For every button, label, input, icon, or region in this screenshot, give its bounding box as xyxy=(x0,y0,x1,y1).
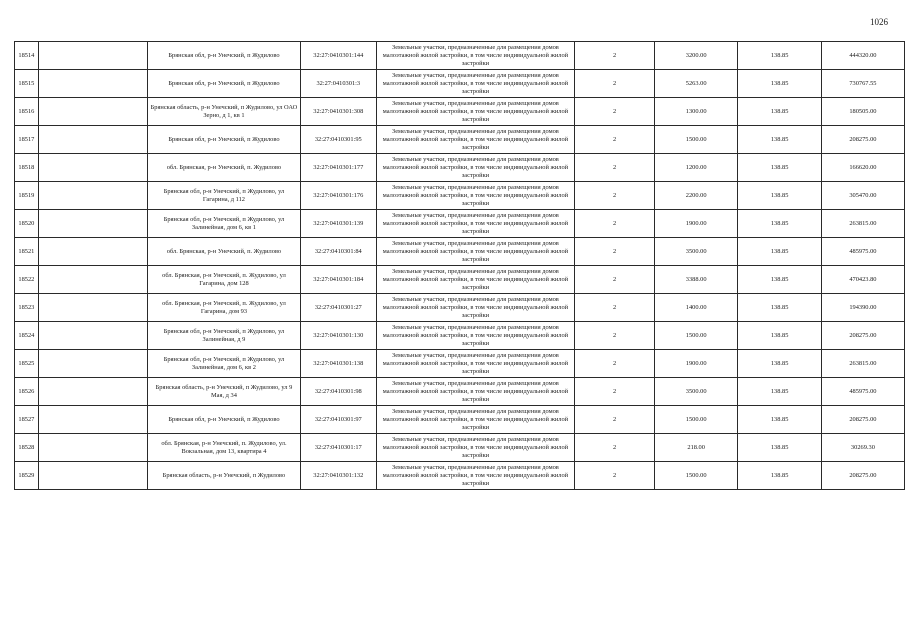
row-number-cell: 18514 xyxy=(15,42,39,70)
category-cell: 2 xyxy=(575,154,655,182)
table-row xyxy=(15,98,905,126)
rate-cell: 138.85 xyxy=(738,126,821,154)
cadastral-number-cell: 32:27:0410301:17 xyxy=(301,434,376,462)
address-cell: Брянская область, р-н Унечский, п Жудилово, ул 9 Мая, д 34 xyxy=(147,378,300,406)
area-cell: 3500.00 xyxy=(654,238,738,266)
purpose-cell: Земельные участки, предназначенные для размещения домов малоэтажной жилой застройки, в том числе индивидуальной жилой застройки xyxy=(376,210,575,238)
rate-cell: 138.85 xyxy=(738,70,821,98)
registry-table-body xyxy=(15,42,905,490)
gap-cell xyxy=(38,322,147,350)
category-cell: 2 xyxy=(575,98,655,126)
table-row xyxy=(15,462,905,490)
cadastral-value-cell: 730767.55 xyxy=(821,70,904,98)
rate-cell: 138.85 xyxy=(738,462,821,490)
address-cell: Брянская область, р-н Унечский, п Жудилово, ул ОАО Зерно, д 1, кв 1 xyxy=(147,98,300,126)
gap-cell xyxy=(38,238,147,266)
address-cell: обл. Брянская, р-н Унечский, п. Жудилово xyxy=(147,238,300,266)
table-row xyxy=(15,434,905,462)
table-row xyxy=(15,406,905,434)
category-cell: 2 xyxy=(575,238,655,266)
row-number-cell: 18520 xyxy=(15,210,39,238)
gap-cell xyxy=(38,154,147,182)
rate-cell: 138.85 xyxy=(738,294,821,322)
purpose-cell: Земельные участки, предназначенные для размещения домов малоэтажной жилой застройки, в том числе индивидуальной жилой застройки xyxy=(376,322,575,350)
area-cell: 1500.00 xyxy=(654,322,738,350)
area-cell: 1900.00 xyxy=(654,210,738,238)
category-cell: 2 xyxy=(575,294,655,322)
gap-cell xyxy=(38,406,147,434)
area-cell: 1400.00 xyxy=(654,294,738,322)
gap-cell xyxy=(38,378,147,406)
cadastral-number-cell: 32:27:0410301:95 xyxy=(301,126,376,154)
row-number-cell: 18517 xyxy=(15,126,39,154)
purpose-cell: Земельные участки, предназначенные для размещения домов малоэтажной жилой застройки, в том числе индивидуальной жилой застройки xyxy=(376,98,575,126)
cadastral-number-cell: 32:27:0410301:27 xyxy=(301,294,376,322)
rate-cell: 138.85 xyxy=(738,266,821,294)
category-cell: 2 xyxy=(575,434,655,462)
rate-cell: 138.85 xyxy=(738,154,821,182)
gap-cell xyxy=(38,350,147,378)
cadastral-value-cell: 30269.30 xyxy=(821,434,904,462)
row-number-cell: 18521 xyxy=(15,238,39,266)
rate-cell: 138.85 xyxy=(738,350,821,378)
gap-cell xyxy=(38,42,147,70)
category-cell: 2 xyxy=(575,406,655,434)
cadastral-number-cell: 32:27:0410301:3 xyxy=(301,70,376,98)
cadastral-value-cell: 470423.80 xyxy=(821,266,904,294)
row-number-cell: 18519 xyxy=(15,182,39,210)
purpose-cell: Земельные участки, предназначенные для размещения домов малоэтажной жилой застройки, в том числе индивидуальной жилой застройки xyxy=(376,126,575,154)
table-row xyxy=(15,322,905,350)
address-cell: Брянская область, р-н Унечский, п Жудилово xyxy=(147,462,300,490)
category-cell: 2 xyxy=(575,126,655,154)
rate-cell: 138.85 xyxy=(738,210,821,238)
area-cell: 1500.00 xyxy=(654,126,738,154)
area-cell: 2200.00 xyxy=(654,182,738,210)
cadastral-number-cell: 32:27:0410301:176 xyxy=(301,182,376,210)
cadastral-value-cell: 263815.00 xyxy=(821,350,904,378)
area-cell: 1500.00 xyxy=(654,406,738,434)
rate-cell: 138.85 xyxy=(738,406,821,434)
purpose-cell: Земельные участки, предназначенные для размещения домов малоэтажной жилой застройки, в том числе индивидуальной жилой застройки xyxy=(376,350,575,378)
area-cell: 218.00 xyxy=(654,434,738,462)
cadastral-value-cell: 194390.00 xyxy=(821,294,904,322)
area-cell: 5263.00 xyxy=(654,70,738,98)
table-row xyxy=(15,266,905,294)
rate-cell: 138.85 xyxy=(738,98,821,126)
category-cell: 2 xyxy=(575,322,655,350)
cadastral-number-cell: 32:27:0410301:132 xyxy=(301,462,376,490)
table-row xyxy=(15,350,905,378)
row-number-cell: 18524 xyxy=(15,322,39,350)
rate-cell: 138.85 xyxy=(738,434,821,462)
cadastral-value-cell: 208275.00 xyxy=(821,406,904,434)
category-cell: 2 xyxy=(575,462,655,490)
purpose-cell: Земельные участки, предназначенные для размещения домов малоэтажной жилой застройки, в том числе индивидуальной жилой застройки xyxy=(376,266,575,294)
address-cell: Брянская обл, р-н Унечский, п Жудилово xyxy=(147,42,300,70)
cadastral-value-cell: 208275.00 xyxy=(821,462,904,490)
category-cell: 2 xyxy=(575,350,655,378)
row-number-cell: 18516 xyxy=(15,98,39,126)
cadastral-number-cell: 32:27:0410301:98 xyxy=(301,378,376,406)
purpose-cell: Земельные участки, предназначенные для размещения домов малоэтажной жилой застройки, в том числе индивидуальной жилой застройки xyxy=(376,182,575,210)
rate-cell: 138.85 xyxy=(738,238,821,266)
gap-cell xyxy=(38,434,147,462)
address-cell: обл. Брянская, р-н Унечский, п. Жудилово, ул Гагарина, дом 93 xyxy=(147,294,300,322)
cadastral-value-cell: 485975.00 xyxy=(821,238,904,266)
cadastral-number-cell: 32:27:0410301:139 xyxy=(301,210,376,238)
gap-cell xyxy=(38,182,147,210)
cadastral-number-cell: 32:27:0410301:184 xyxy=(301,266,376,294)
address-cell: Брянская обл, р-н Унечский, п Жудилово xyxy=(147,70,300,98)
gap-cell xyxy=(38,462,147,490)
gap-cell xyxy=(38,126,147,154)
row-number-cell: 18518 xyxy=(15,154,39,182)
address-cell: Брянская обл, р-н Унечский, п Жудилово xyxy=(147,406,300,434)
rate-cell: 138.85 xyxy=(738,378,821,406)
cadastral-number-cell: 32:27:0410301:138 xyxy=(301,350,376,378)
cadastral-value-cell: 208275.00 xyxy=(821,322,904,350)
purpose-cell: Земельные участки, предназначенные для размещения домов малоэтажной жилой застройки, в том числе индивидуальной жилой застройки xyxy=(376,238,575,266)
table-row xyxy=(15,126,905,154)
rate-cell: 138.85 xyxy=(738,182,821,210)
table-row xyxy=(15,210,905,238)
category-cell: 2 xyxy=(575,70,655,98)
gap-cell xyxy=(38,70,147,98)
category-cell: 2 xyxy=(575,378,655,406)
category-cell: 2 xyxy=(575,182,655,210)
row-number-cell: 18527 xyxy=(15,406,39,434)
cadastral-number-cell: 32:27:0410301:308 xyxy=(301,98,376,126)
cadastral-number-cell: 32:27:0410301:177 xyxy=(301,154,376,182)
purpose-cell: Земельные участки, предназначенные для размещения домов малоэтажной жилой застройки, в том числе индивидуальной жилой застройки xyxy=(376,406,575,434)
cadastral-number-cell: 32:27:0410301:97 xyxy=(301,406,376,434)
area-cell: 3200.00 xyxy=(654,42,738,70)
cadastral-value-cell: 444320.00 xyxy=(821,42,904,70)
cadastral-value-cell: 485975.00 xyxy=(821,378,904,406)
gap-cell xyxy=(38,210,147,238)
address-cell: Брянская обл, р-н Унечский, п Жудилово, ул Залинейная, дом 6, кв 1 xyxy=(147,210,300,238)
address-cell: обл. Брянская, р-н Унечский, п. Жудилово xyxy=(147,154,300,182)
table-row xyxy=(15,182,905,210)
cadastral-value-cell: 263815.00 xyxy=(821,210,904,238)
gap-cell xyxy=(38,266,147,294)
cadastral-number-cell: 32:27:0410301:130 xyxy=(301,322,376,350)
address-cell: Брянская обл, р-н Унечский, п Жудилово, ул Гагарина, д 112 xyxy=(147,182,300,210)
category-cell: 2 xyxy=(575,266,655,294)
area-cell: 3500.00 xyxy=(654,378,738,406)
rate-cell: 138.85 xyxy=(738,322,821,350)
purpose-cell: Земельные участки, предназначенные для размещения домов малоэтажной жилой застройки, в том числе индивидуальной жилой застройки xyxy=(376,294,575,322)
page-number: 1026 xyxy=(870,17,888,27)
row-number-cell: 18523 xyxy=(15,294,39,322)
address-cell: обл. Брянская, р-н Унечский, п. Жудилово, ул. Вокзальная, дом 13, квартира 4 xyxy=(147,434,300,462)
table-row xyxy=(15,294,905,322)
address-cell: Брянская обл, р-н Унечский, п Жудилово, ул Залинейная, дом 6, кв 2 xyxy=(147,350,300,378)
cadastral-value-cell: 166620.00 xyxy=(821,154,904,182)
address-cell: обл. Брянская, р-н Унечский, п. Жудилово, ул Гагарина, дом 128 xyxy=(147,266,300,294)
row-number-cell: 18526 xyxy=(15,378,39,406)
cadastral-number-cell: 32:27:0410301:144 xyxy=(301,42,376,70)
area-cell: 3388.00 xyxy=(654,266,738,294)
row-number-cell: 18529 xyxy=(15,462,39,490)
cadastral-value-cell: 208275.00 xyxy=(821,126,904,154)
purpose-cell: Земельные участки, предназначенные для размещения домов малоэтажной жилой застройки, в том числе индивидуальной жилой застройки xyxy=(376,434,575,462)
area-cell: 1900.00 xyxy=(654,350,738,378)
area-cell: 1300.00 xyxy=(654,98,738,126)
area-cell: 1500.00 xyxy=(654,462,738,490)
table-row xyxy=(15,378,905,406)
category-cell: 2 xyxy=(575,210,655,238)
registry-table xyxy=(14,41,905,490)
cadastral-number-cell: 32:27:0410301:84 xyxy=(301,238,376,266)
purpose-cell: Земельные участки, предназначенные для размещения домов малоэтажной жилой застройки, в том числе индивидуальной жилой застройки xyxy=(376,378,575,406)
purpose-cell: Земельные участки, предназначенные для размещения домов малоэтажной жилой застройки, в том числе индивидуальной жилой застройки xyxy=(376,462,575,490)
table-row xyxy=(15,42,905,70)
cadastral-value-cell: 305470.00 xyxy=(821,182,904,210)
gap-cell xyxy=(38,98,147,126)
row-number-cell: 18522 xyxy=(15,266,39,294)
cadastral-value-cell: 180505.00 xyxy=(821,98,904,126)
area-cell: 1200.00 xyxy=(654,154,738,182)
table-row xyxy=(15,70,905,98)
purpose-cell: Земельные участки, предназначенные для размещения домов малоэтажной жилой застройки, в том числе индивидуальной жилой застройки xyxy=(376,70,575,98)
address-cell: Брянская обл, р-н Унечский, п Жудилово, ул Залинейная, д 9 xyxy=(147,322,300,350)
row-number-cell: 18528 xyxy=(15,434,39,462)
table-row xyxy=(15,154,905,182)
rate-cell: 138.85 xyxy=(738,42,821,70)
category-cell: 2 xyxy=(575,42,655,70)
gap-cell xyxy=(38,294,147,322)
table-row xyxy=(15,238,905,266)
row-number-cell: 18525 xyxy=(15,350,39,378)
purpose-cell: Земельные участки, предназначенные для размещения домов малоэтажной жилой застройки, в том числе индивидуальной жилой застройки xyxy=(376,154,575,182)
row-number-cell: 18515 xyxy=(15,70,39,98)
address-cell: Брянская обл, р-н Унечский, п Жудилово xyxy=(147,126,300,154)
purpose-cell: Земельные участки, предназначенные для размещения домов малоэтажной жилой застройки, в том числе индивидуальной жилой застройки xyxy=(376,42,575,70)
